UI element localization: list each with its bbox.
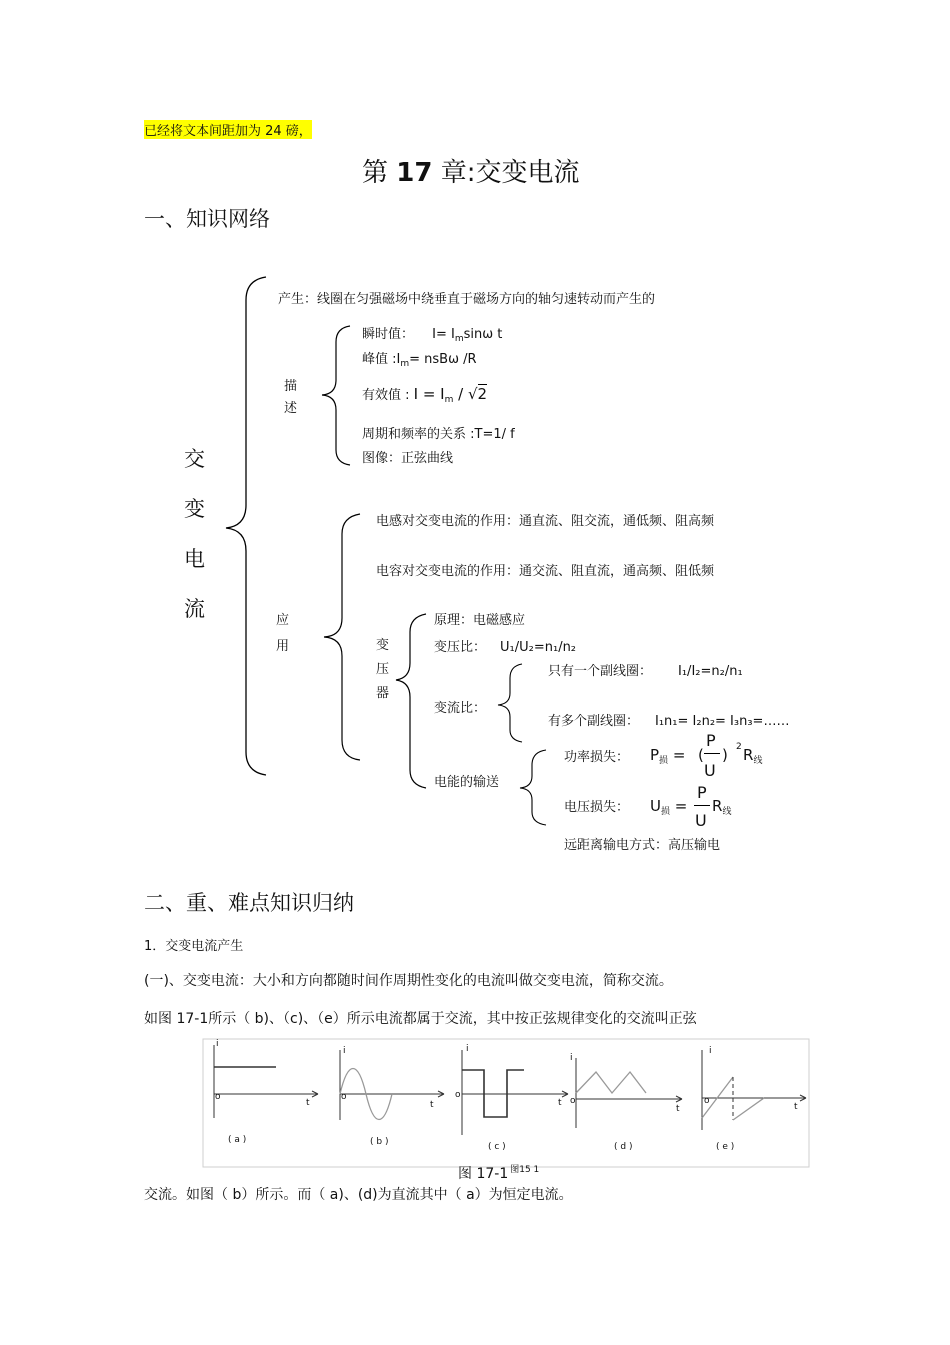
axis-t-label: t — [430, 1100, 434, 1110]
fig-label-b: ( b ) — [370, 1137, 389, 1147]
axis-t-label: t — [676, 1104, 680, 1114]
miaoshu-char: 描 — [284, 379, 298, 394]
axis-o-label: o — [570, 1096, 576, 1106]
section-2-heading: 二、重、难点知识归纳 — [144, 891, 354, 915]
youxiao-label: 有效值 : — [362, 388, 410, 403]
formula-part: sinω t — [463, 327, 503, 342]
only-one-label: 只有一个副线圈： — [548, 664, 653, 679]
title-prefix: 第 — [362, 158, 397, 188]
yingyong-brace — [324, 514, 360, 760]
chansheng-text: 产生：线圈在匀强磁场中绕垂直于磁场方向的轴匀速转动而产生的 — [278, 292, 656, 307]
fraction-line — [694, 805, 710, 806]
paren-close: ) — [722, 746, 728, 764]
section-1-heading: 一、知识网络 — [144, 207, 270, 231]
bianyaqi-char: 变 — [376, 638, 390, 653]
formula-part: U — [650, 797, 661, 815]
formula-part: I= I — [432, 327, 455, 342]
dianya-label: 电压损失： — [564, 800, 630, 815]
bianliubi-brace — [498, 664, 522, 742]
fig-label-c: ( c ) — [488, 1142, 506, 1152]
paragraph-2: 如图 17-1所示（ b)、（c)、（e）所示电流都属于交流，其中按正弦规律变化的交流叫正弦 — [144, 1011, 697, 1027]
r-xian — [743, 746, 762, 766]
fengzhi-formula: = nsBω /R — [409, 352, 477, 367]
formula-part: = — [668, 746, 686, 764]
gonglv-numerator: P — [706, 731, 716, 750]
shunshi-row — [362, 323, 502, 344]
square-sup: 2 — [736, 742, 742, 752]
only-one-formula: I₁/I₂=n₂/n₁ — [678, 664, 743, 679]
root-char: 交 — [184, 447, 205, 471]
formula-sub: 损 — [659, 756, 669, 766]
only-one-row — [548, 660, 743, 679]
figure-caption — [458, 1162, 539, 1183]
root-brace — [226, 277, 266, 775]
graph-c — [462, 1050, 568, 1135]
bianyaqi-char: 器 — [376, 686, 390, 701]
axis-o-label: o — [215, 1092, 221, 1102]
bianyabi-row — [434, 636, 576, 655]
graph-d — [576, 1058, 682, 1128]
bianliubi-label: 变流比： — [434, 701, 487, 716]
paren-open: ( — [698, 746, 704, 764]
caption-small: 图15 1 — [510, 1165, 540, 1175]
root-label — [184, 434, 205, 634]
bianyabi-label: 变压比： — [434, 640, 487, 655]
paragraph-3: 交流。如图（ b）所示。而（ a)、(d)为直流其中（ a）为恒定电流。 — [144, 1187, 573, 1203]
formula-sub: 线 — [753, 756, 763, 766]
paragraph-1: (一)、交变电流：大小和方向都随时间作周期性变化的电流叫做交变电流，简称交流。 — [144, 973, 673, 989]
axis-t-label: t — [306, 1098, 310, 1108]
dianrong-text: 电容对交变电流的作用：通交流、阻直流，通高频、阻低频 — [376, 564, 715, 579]
formula-sub: m — [454, 334, 464, 344]
axis-i-label: i — [709, 1046, 712, 1056]
fig-label-a: ( a ) — [228, 1135, 247, 1145]
diangan-text: 电感对交变电流的作用：通直流、阻交流，通低频、阻高频 — [376, 514, 715, 529]
miaoshu-label — [284, 376, 297, 420]
formula-part: I = I — [413, 385, 445, 403]
formula-part: P — [650, 746, 660, 764]
formula-sub: 线 — [722, 807, 732, 817]
caption-main: 图 17-1 — [458, 1166, 509, 1182]
bianyabi-formula: U₁/U₂=n₁/n₂ — [500, 640, 577, 655]
gonglv-label: 功率损失： — [564, 750, 630, 765]
page-title — [362, 152, 579, 189]
multi-label: 有多个副线圈： — [548, 714, 640, 729]
axis-i-label: i — [216, 1039, 219, 1049]
multi-formula: I₁n₁= I₂n₂= I₃n₃=…… — [655, 714, 790, 729]
miaoshu-brace — [322, 326, 350, 465]
axis-t-label: t — [558, 1098, 562, 1108]
sqrt-value: 2 — [477, 385, 488, 403]
bianyaqi-label — [376, 634, 389, 706]
axis-i-label: i — [466, 1044, 469, 1054]
fig-label-d: ( d ) — [614, 1142, 633, 1152]
shunshi-label: 瞬时值： — [362, 327, 415, 342]
item-1-heading: 1．交变电流产生 — [144, 939, 244, 954]
axis-o-label: o — [455, 1090, 461, 1100]
gonglv-formula — [650, 746, 685, 766]
yuanju-text: 远距离输电方式：高压输电 — [564, 838, 721, 853]
root-char: 电 — [184, 547, 205, 571]
formula-sub: 损 — [660, 807, 670, 817]
yuanli-text: 原理：电磁感应 — [434, 613, 526, 628]
youxiao-row — [362, 384, 487, 405]
dianya-numerator: P — [697, 783, 707, 802]
graph-e — [702, 1050, 806, 1130]
zhouqi-text: 周期和频率的关系 :T=1/ f — [362, 427, 515, 442]
multi-row — [548, 710, 789, 729]
formula-sub: m — [400, 359, 410, 369]
shunshi-formula — [432, 327, 502, 342]
title-number: 17 — [396, 158, 433, 188]
sqrt-sign: √ — [467, 385, 478, 403]
formula-sub: m — [444, 395, 454, 405]
graph-a — [214, 1045, 318, 1118]
r-xian — [712, 797, 731, 817]
root-char: 变 — [184, 497, 205, 521]
axis-i-label: i — [343, 1046, 346, 1056]
shusong-label: 电能的输送 — [434, 775, 500, 790]
title-suffix: 章:交变电流 — [432, 158, 580, 188]
yingyong-char: 用 — [276, 639, 290, 654]
yingyong-label — [276, 608, 289, 660]
fraction-line — [704, 753, 720, 754]
dianya-denominator: U — [695, 811, 707, 830]
bianyaqi-char: 压 — [376, 662, 390, 677]
axis-o-label: o — [341, 1092, 347, 1102]
root-char: 流 — [184, 597, 205, 621]
tuxiang-text: 图像：正弦曲线 — [362, 451, 454, 466]
dianya-formula — [650, 797, 687, 817]
formula-part: R — [743, 746, 754, 764]
axis-i-label: i — [570, 1053, 573, 1063]
highlight-note: 已经将文本间距加为 24 磅， — [144, 120, 312, 139]
miaoshu-char: 述 — [284, 401, 298, 416]
yingyong-char: 应 — [276, 613, 290, 628]
fengzhi-label: 峰值 :I — [362, 352, 401, 367]
shusong-brace — [520, 750, 546, 825]
graph-b — [340, 1050, 444, 1120]
formula-part: R — [712, 797, 723, 815]
formula-part: / — [453, 385, 468, 403]
gonglv-denominator: U — [704, 761, 716, 780]
bianyaqi-brace — [396, 614, 426, 788]
fig-label-e: ( e ) — [716, 1142, 735, 1152]
axis-o-label: o — [704, 1096, 710, 1106]
formula-part: = — [670, 797, 688, 815]
axis-t-label: t — [794, 1102, 798, 1112]
fengzhi-row — [362, 348, 477, 369]
